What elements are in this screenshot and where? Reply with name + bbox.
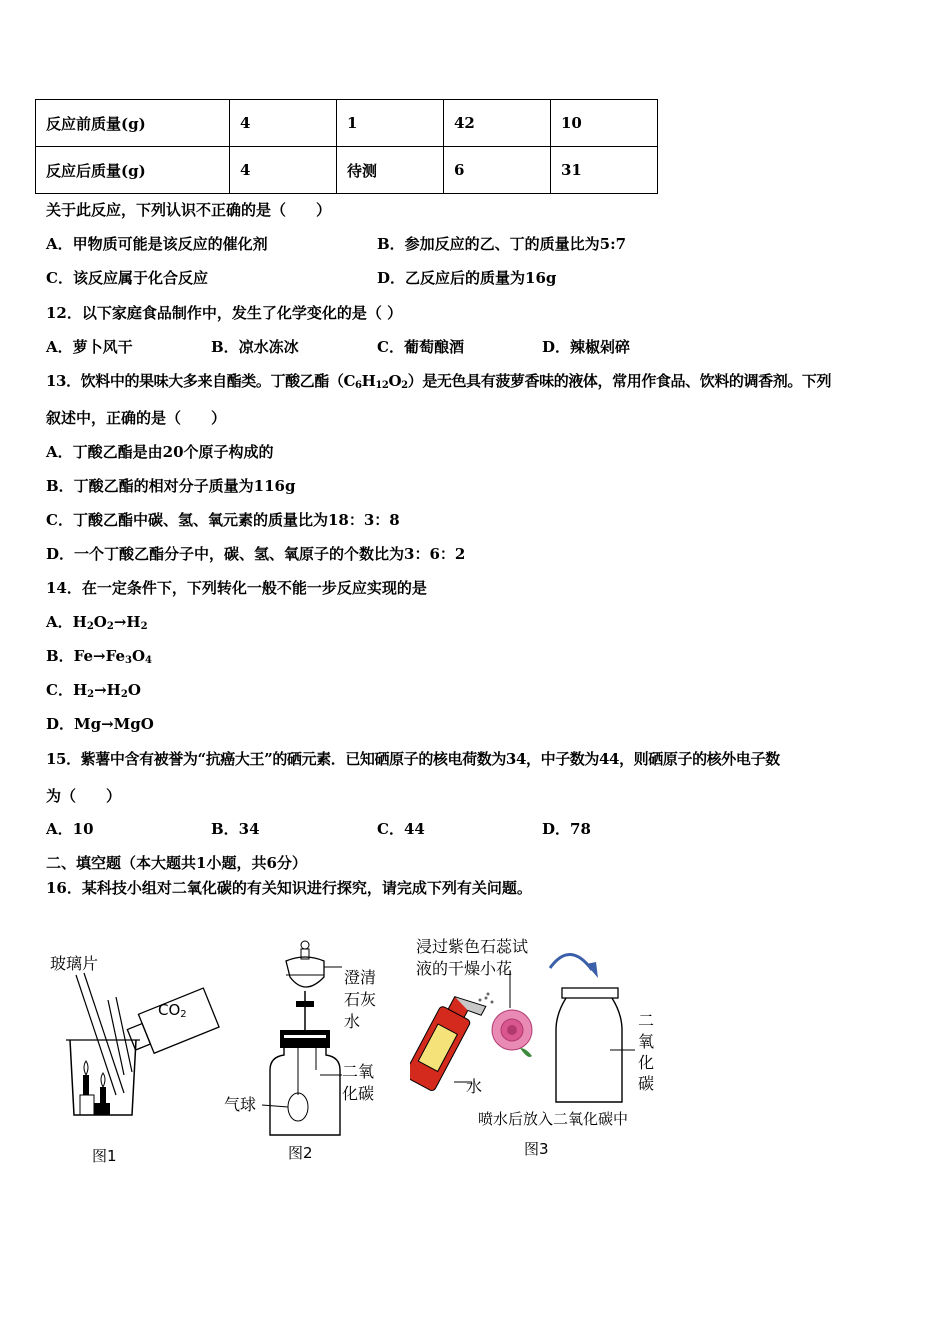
q12-option-c: C．葡萄酿酒: [377, 338, 464, 356]
q14-option-b: B．$Fe\to Fe_3O_4$: [46, 647, 153, 666]
q11-option-b: B．参加反应的乙、丁的质量比为5:7: [377, 235, 627, 253]
table-cell: 4: [230, 147, 337, 194]
q13-stem-post: ）是无色具有菠萝香味的液体，常用作食品、饮料的调香剂。下列: [407, 372, 832, 390]
beaker-illustration: [40, 945, 220, 1175]
table-row: [36, 100, 658, 147]
glass-plate-label: 玻璃片: [50, 954, 99, 973]
spray-note: 喷水后放入二氧化碳中: [478, 1110, 629, 1128]
q15-option-c: C．44: [377, 820, 425, 838]
q15-option-d: D．78: [542, 820, 591, 838]
table-cell: 待测: [337, 147, 444, 194]
figure-caption: 图3: [524, 1140, 549, 1158]
q13-option-a: A．丁酸乙酯是由20个原子构成的: [46, 443, 274, 461]
row-label: 反应后质量(g): [36, 147, 230, 194]
figure-1: [40, 945, 220, 1175]
q14-option-a: A．$H_2O_2\to H_2$: [46, 613, 148, 632]
q14-option-c: C．$H_2\to H_2O$: [46, 681, 141, 700]
q11-stem: 关于此反应，下列认识不正确的是（ ）: [46, 201, 332, 219]
table-row: [36, 147, 658, 194]
table-cell: 6: [444, 147, 551, 194]
balloon-label: 气球: [224, 1095, 257, 1114]
figure-3: [410, 930, 660, 1165]
table-cell: 31: [551, 147, 658, 194]
q15-option-a: A．10: [46, 820, 94, 838]
q11-option-d: D．乙反应后的质量为16g: [377, 269, 557, 287]
q13-formula: $C_6H_{12}O_2$: [343, 372, 408, 391]
q12-option-b: B．凉水冻冰: [211, 338, 299, 356]
q15-stem: 15．紫薯中含有被誉为“抗癌大王”的硒元素．已知硒原子的核电荷数为34，中子数为44，则硒原子的核外电子数: [46, 750, 780, 768]
q11-option-c: C．该反应属于化合反应: [46, 269, 208, 287]
table-cell: 4: [230, 100, 337, 147]
figure-2: [220, 935, 410, 1170]
table-cell: 1: [337, 100, 444, 147]
q15-option-b: B．34: [211, 820, 260, 838]
q13-stem: [46, 370, 831, 391]
co2-vertical-label: 二 氧 化 碳: [638, 1011, 655, 1093]
figure-caption: 图1: [92, 1147, 117, 1165]
q13-option-d: D．一个丁酸乙酯分子中，碳、氢、氧原子的个数比为3：6：2: [46, 545, 466, 563]
figure-caption: 图2: [288, 1144, 313, 1162]
q13-option-b: B．丁酸乙酯的相对分子质量为116g: [46, 477, 296, 495]
co2-label: 二氧 化碳: [342, 1062, 375, 1103]
q13-stem-line2: 叙述中，正确的是（ ）: [46, 409, 227, 427]
q13-stem-pre: 13．饮料中的果味大多来自酯类。丁酸乙酯（: [46, 372, 344, 390]
water-label: 水: [466, 1077, 483, 1096]
flower-label: 浸过紫色石蕊试 液的干燥小花: [416, 937, 529, 978]
q13-option-c: C．丁酸乙酯中碳、氢、氧元素的质量比为18：3：8: [46, 511, 400, 529]
q12-option-d: D．辣椒剁碎: [542, 338, 631, 356]
flask-apparatus-illustration: [220, 935, 410, 1170]
section-heading: 二、填空题（本大题共1小题，共6分）: [46, 854, 307, 872]
q11-option-a: A．甲物质可能是该反应的催化剂: [46, 235, 268, 253]
row-label: 反应前质量(g): [36, 100, 230, 147]
co2-label: $CO_2$: [158, 1001, 187, 1020]
table-cell: 10: [551, 100, 658, 147]
q14-option-d: D．Mg→MgO: [46, 715, 154, 733]
q15-stem-line2: 为（ ）: [46, 787, 122, 805]
q14-stem: 14．在一定条件下，下列转化一般不能一步反应实现的是: [46, 579, 427, 597]
table-cell: 42: [444, 100, 551, 147]
q12-option-a: A．萝卜风干: [46, 338, 133, 356]
q12-stem: 12．以下家庭食品制作中，发生了化学变化的是（ ）: [46, 304, 403, 322]
mass-table: [35, 99, 658, 194]
limewater-label: 澄清 石灰 水: [344, 968, 377, 1031]
q16-stem: 16．某科技小组对二氧化碳的有关知识进行探究，请完成下列有关问题。: [46, 879, 532, 897]
